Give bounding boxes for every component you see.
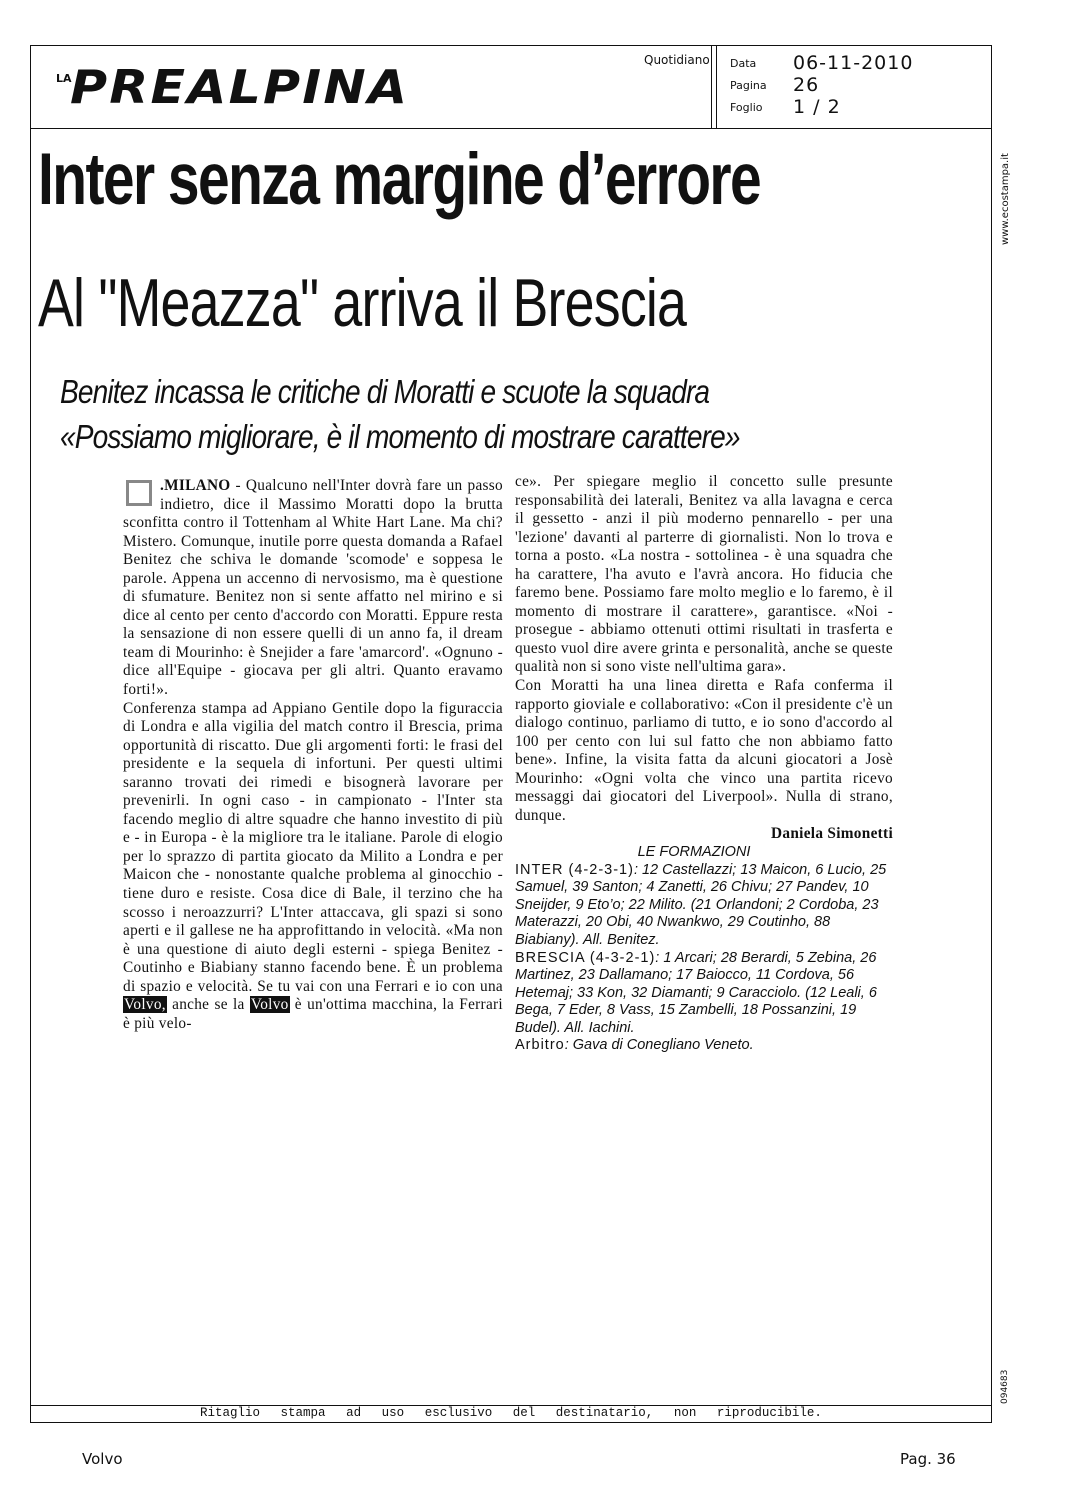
disclaimer-word: destinatario, — [555, 1406, 654, 1420]
logo-name: PREALPINA — [70, 60, 410, 114]
referee-label: Arbitro — [515, 1037, 565, 1054]
kicker-line-1: Benitez incassa le critiche di Moratti e scuote la squadra — [60, 373, 710, 410]
formations-title: LE FORMAZIONI — [637, 843, 751, 860]
lineup-text: : 1 Arcari; 28 Berardi, 5 Zebina, 26 Martinez, 23 Dallamano; 17 Baiocco, 11 Cordova, 56 Hetemaj; 33 Kon, 32 Diamanti; 9 Caracciolo. (12 Leali, 6 Bega, 7 Eder, 8 Vass, 15 Zambelli, 18 Possanzini, 19 Budel). All. Iachini. — [515, 949, 877, 1036]
meta-label: Data — [730, 57, 757, 70]
publication-type: Quotidiano — [644, 53, 710, 67]
formations-box — [515, 844, 893, 1055]
paragraph — [123, 700, 503, 1034]
meta-value: 06-11-2010 — [793, 52, 914, 74]
referee — [515, 1037, 893, 1055]
client-name: Volvo — [82, 1450, 123, 1468]
subheadline: Al "Meazza" arriva il Brescia — [38, 265, 687, 341]
disclaimer-word: stampa — [280, 1406, 326, 1420]
team-label: BRESCIA (4-3-2-1) — [515, 949, 656, 966]
meta-label: Pagina — [730, 79, 767, 92]
paragraph-text: è un'ottima macchina, la Ferrari è più velo- — [123, 996, 503, 1032]
formation-inter — [515, 862, 893, 950]
header-divider — [30, 128, 992, 129]
paragraph-text: Conferenza stampa ad Appiano Gentile dopo la figuraccia di Londra e alla vigilia del match contro il Brescia, prima opportunità di riscatto. Due gli argomenti forti: le frasi del presidente e la sequela di infortuni. Per questi ultimi saranno trovati dei rimedi e bisognerà lavorare per prevenirli. In ogni caso - in campionato - l'Inter sta facendo meglio di altre squadre che hanno investito di più e - in Europa - è la migliore tra le italiane. Parole di elogio per lo sprazzo di partita giocato da Milito a Londra e per Maicon che - nonostante qualche problema al ginocchio - tiene duro e resiste. Cosa dice di Bale, il terzino che ha scosso i neroazzurri? L'Inter attaccava, gli spazi si sono aperti e il gallese ne ha approfittando in velocità. «Ma non è una questione di aiuto degli esterni - spiega Benitez - Coutinho e Biabiany stanno facendo bene. È un problema di spazio e velocità. Se tu vai con una Ferrari e io con una — [123, 699, 503, 995]
paragraph — [123, 477, 503, 700]
page-number: Pag. 36 — [900, 1450, 956, 1468]
side-url: www.ecostampa.it — [1000, 153, 1011, 245]
team-label: INTER (4-2-3-1) — [515, 861, 634, 878]
disclaimer-word: esclusivo — [424, 1406, 493, 1420]
dateline: .MILANO — [160, 477, 231, 494]
article-column-right — [515, 473, 893, 1055]
paragraph-text: anche se la — [166, 996, 250, 1014]
highlighted-brand: Volvo — [250, 996, 289, 1014]
paragraph: ce». Per spiegare meglio il concetto sulle presunte responsabilità dei laterali, Benitez va alla lavagna e cerca il gessetto - anzi il più moderno pennarello - per una 'lezione' davanti al parterre di giornalisti. Non lo trova e torna a posto. «La nostra - sottolinea - è una squadra che ha carattere, l'ha avuto e l'avrà ancora. Ho fiducia che faremo bene. Possiamo fare molto meglio e lo faremo, è il momento di mostrare il carattere», garantisce. «Noi - prosegue - abbiamo ottenuti ottimi risultati in trasferta e questo vuol dire avere grinta e personalità, anche se queste qualità non si sono viste nell'ultima gara». — [515, 473, 893, 676]
meta-value: 1 / 2 — [793, 96, 841, 118]
disclaimer-word: Ritaglio — [200, 1406, 261, 1420]
referee-text: : Gava di Conegliano Veneto. — [564, 1037, 754, 1054]
author-byline: Daniela Simonetti — [771, 825, 893, 843]
square-icon — [126, 480, 152, 506]
disclaimer-word: non — [673, 1406, 697, 1420]
formation-brescia — [515, 950, 893, 1038]
meta-separator — [716, 45, 717, 129]
headline: Inter senza margine d’errore — [38, 139, 761, 220]
meta-value: 26 — [793, 74, 820, 96]
disclaimer — [200, 1406, 822, 1420]
meta-label: Foglio — [730, 101, 763, 114]
paragraph: Con Moratti ha una linea diretta e Rafa conferma il rapporto gioviale e collaborativo: «Con il presidente c'è un dialogo continuo, parliamo di tutto, e io sono d'accordo al 100 per cento con lui sul fatto che non abbiamo fatto bene». Infine, la visita fatta da alcuni giocatori a Josè Mourinho: «Ogni volta che vinco una partita ricevo messaggi dai giocatori del Liverpool». Nulla di strano, dunque. — [515, 677, 893, 824]
disclaimer-word: del — [512, 1406, 536, 1420]
side-code: 094683 — [1000, 1369, 1010, 1404]
disclaimer-word: riproducibile. — [716, 1406, 822, 1420]
article-column-left — [123, 477, 503, 1033]
meta-separator — [711, 45, 712, 129]
lineup-text: : 12 Castellazzi; 13 Maicon, 6 Lucio, 25 Samuel, 39 Santon; 4 Zanetti, 26 Chivu; 27 Pandev, 10 Sneijder, 9 Eto’o; 22 Milito. (21 Orlandoni; 2 Cordoba, 23 Materazzi, 20 Obi, 40 Nwankwo, 29 Coutinho, 88 Biabiany). All. Benitez. — [515, 861, 887, 948]
paragraph-text: - Qualcuno nell'Inter dovrà fare un passo indietro, dice il Massimo Moratti dopo la brutta sconfitta contro il Tottenham al White Hart Lane. Ma chi? Mistero. Comunque, inutile porre questa domanda a Rafael Benitez che schiva le domande 'scomode' e soppesa le parole. Appena un accenno di nervosismo, ma è questione di sfumature. Benitez non si sente affatto nel mirino e si dice al cento per cento d'accordo con Moratti. Eppure resta la sensazione di non essere quelli di un anno fa, il dream team di Mourinho: è Snejider a fare 'amarcord'. «Ognuno - dice all'Equipe - giocava per gli altri. Quanto eravamo forti!». — [123, 477, 503, 699]
highlighted-brand: Volvo, — [124, 996, 166, 1014]
disclaimer-word: uso — [381, 1406, 405, 1420]
disclaimer-word: ad — [346, 1406, 362, 1420]
kicker-line-2: «Possiamo migliorare, è il momento di mostrare carattere» — [60, 418, 740, 455]
logo-prefix: LA — [56, 72, 72, 85]
